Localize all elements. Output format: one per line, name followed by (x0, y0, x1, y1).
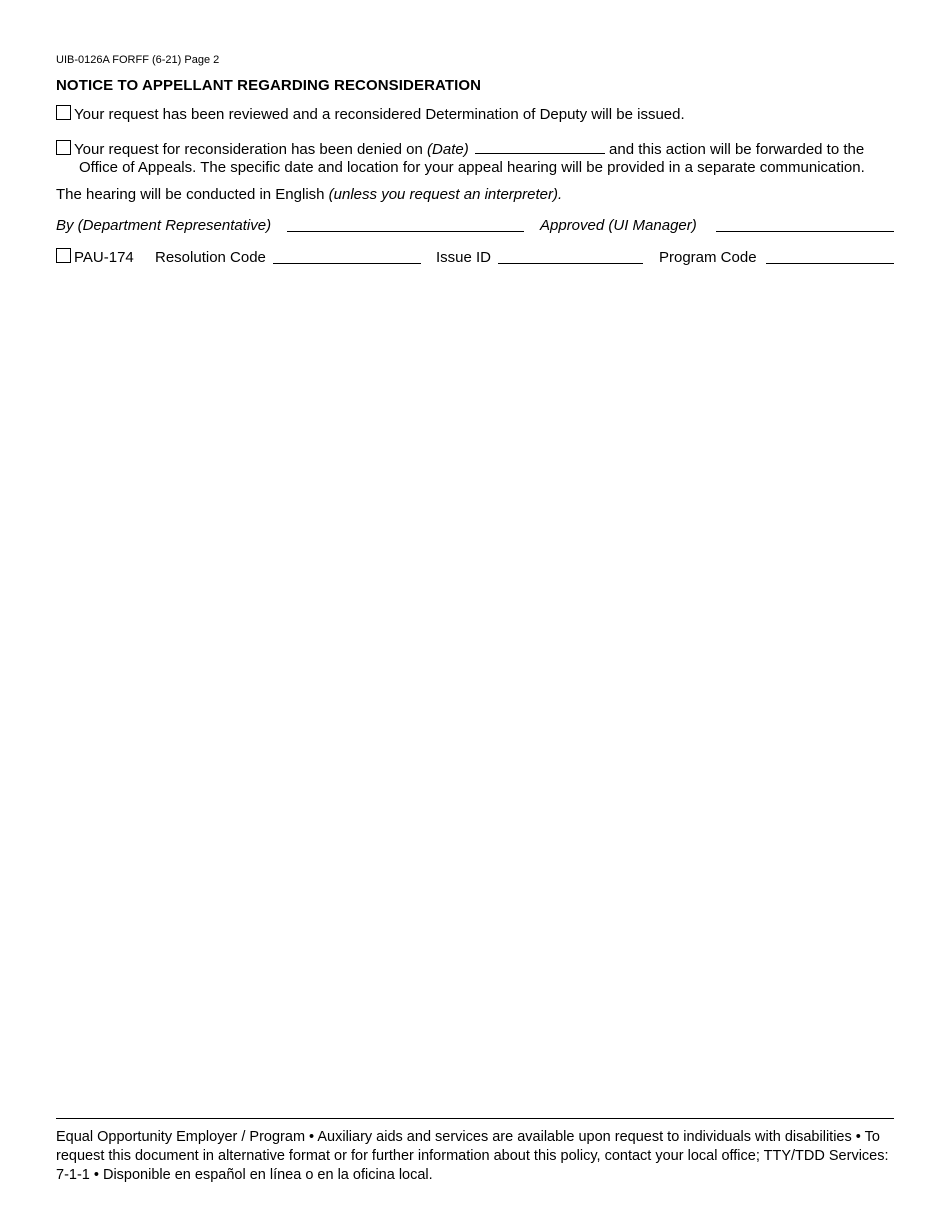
resolution-code-field[interactable] (273, 248, 421, 264)
option-denied-row (56, 139, 864, 159)
option-reviewed-checkbox[interactable] (56, 105, 71, 120)
hearing-italic-note: (unless you request an interpreter). (328, 186, 563, 203)
program-code-label: Program Code (659, 249, 757, 266)
pau-label: PAU-174 (74, 249, 134, 266)
by-field[interactable] (287, 216, 524, 232)
approved-label: Approved (UI Manager) (540, 217, 697, 234)
option-reviewed-text: Your request has been reviewed and a reconsidered Determination of Deputy will be issued. (74, 106, 685, 123)
program-code-field[interactable] (766, 248, 894, 264)
issue-id-label: Issue ID (436, 249, 492, 266)
option-denied-checkbox[interactable] (56, 140, 71, 155)
hearing-note (56, 185, 562, 204)
hearing-text: The hearing will be conducted in English (56, 186, 329, 203)
footer-divider (56, 1118, 894, 1119)
pau-checkbox[interactable] (56, 248, 71, 263)
option-denied-text-after: and this action will be forwarded to the (604, 141, 865, 158)
date-label: (Date) (427, 141, 469, 158)
form-id: UIB-0126A FORFF (6-21) Page 2 (56, 54, 220, 66)
date-field[interactable] (475, 139, 605, 154)
pau-row (56, 248, 134, 267)
issue-id-field[interactable] (498, 248, 643, 264)
option-denied-line2: Office of Appeals. The specific date and location for your appeal hearing will be provided in a separate communication. (79, 159, 865, 176)
resolution-code-label: Resolution Code (155, 249, 266, 266)
by-label: By (Department Representative) (56, 217, 272, 234)
footer-text: Equal Opportunity Employer / Program • Auxiliary aids and services are available upon request to individuals with disabilities • To request this document in alternative format or for further information about this policy, contact your local office; TTY/TDD Services: 7-1-1 • Disponible en español en línea o en la oficina local. (56, 1129, 889, 1183)
option-denied-text-before: Your request for reconsideration has been denied on (74, 141, 428, 158)
page-title: NOTICE TO APPELLANT REGARDING RECONSIDERATION (56, 77, 482, 94)
approved-field[interactable] (716, 216, 894, 232)
option-reviewed-row (56, 105, 685, 124)
